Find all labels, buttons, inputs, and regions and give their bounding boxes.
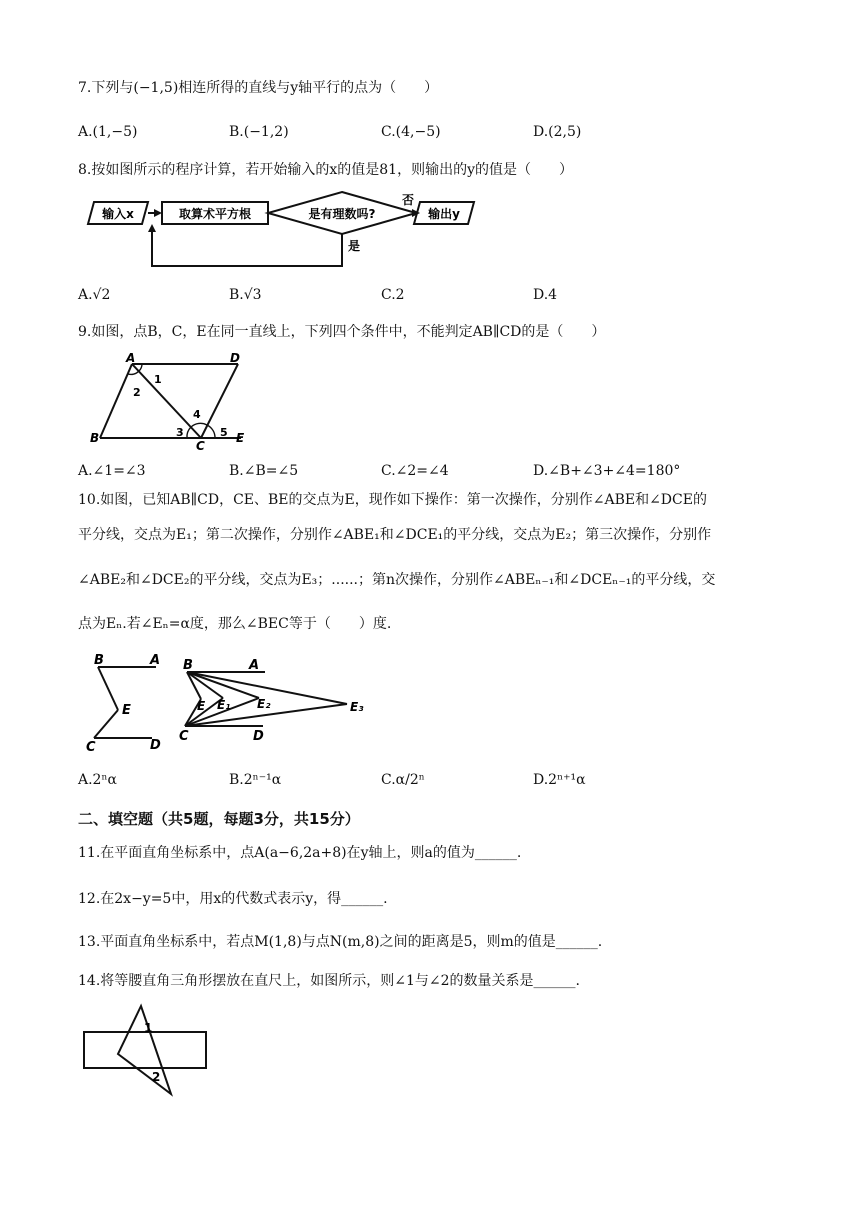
q9-option-c[interactable]: C.∠2=∠4 — [381, 463, 449, 479]
q9-point-a: A — [126, 351, 136, 365]
q10-fig2-point-e1: E₁ — [217, 698, 231, 712]
flow-no-label: 否 — [402, 193, 415, 207]
question-14: 14.将等腰直角三角形摆放在直尺上，如图所示，则∠1与∠2的数量关系是______. — [78, 973, 580, 989]
question-10-line-3: ∠ABE₂和∠DCE₂的平分线，交点为E₃；......；第n次操作，分别作∠ABEₙ₋₁和∠DCEₙ₋₁的平分线，交 — [78, 572, 716, 588]
q10-fig2-point-b: B — [183, 658, 193, 673]
q10-fig2-point-e: E — [197, 699, 206, 713]
question-12: 12.在2x−y=5中，用x的代数式表示y，得______. — [78, 891, 388, 907]
q9-point-b: B — [90, 431, 100, 445]
q10-option-c[interactable]: C.α/2ⁿ — [381, 772, 425, 788]
q7-option-a[interactable]: A.(1,−5) — [78, 124, 138, 140]
isosceles-right-triangle — [118, 1006, 171, 1094]
q9-option-b[interactable]: B.∠B=∠5 — [229, 463, 299, 479]
q9-angle-3: 3 — [176, 426, 184, 439]
question-8: 8.按如图所示的程序计算，若开始输入的x的值是81，则输出的y的值是（ ） — [78, 162, 573, 178]
q9-angle-2: 2 — [133, 386, 141, 399]
flow-yes-label: 是 — [348, 239, 361, 253]
q10-fig1-point-e: E — [122, 703, 131, 718]
q8-option-a[interactable]: A.√2 — [78, 287, 111, 303]
q9-angle-4: 4 — [193, 408, 201, 421]
question-10-line-1: 10.如图，已知AB∥CD，CE、BE的交点为E，现作如下操作：第一次操作，分别作∠ABE和∠DCE的 — [78, 492, 707, 508]
question-7: 7.下列与(−1,5)相连所得的直线与y轴平行的点为（ ） — [78, 80, 439, 96]
flow-decision-label: 是有理数吗? — [308, 207, 376, 221]
q10-fig1-point-b: B — [94, 653, 104, 668]
q8-options — [78, 287, 778, 307]
q9-point-c: C — [196, 439, 205, 450]
q14-angle-2: 2 — [152, 1070, 161, 1084]
question-10-line-4: 点为Eₙ.若∠Eₙ=α度，那么∠BEC等于（ ）度. — [78, 616, 392, 632]
flow-process-label: 取算术平方根 — [178, 207, 252, 221]
q7-options — [78, 124, 778, 144]
q10-option-a[interactable]: A.2ⁿα — [78, 772, 117, 788]
q10-fig2-point-c: C — [179, 729, 189, 744]
question-10-line-2: 平分线，交点为E₁；第二次操作，分别作∠ABE₁和∠DCE₁的平分线，交点为E₂；第三次操作，分别作 — [78, 527, 712, 543]
q9-option-a[interactable]: A.∠1=∠3 — [78, 463, 146, 479]
question-11: 11.在平面直角坐标系中，点A(a−6,2a+8)在y轴上，则a的值为______. — [78, 845, 522, 861]
q14-angle-1: 1 — [144, 1021, 153, 1035]
q7-option-d[interactable]: D.(2,5) — [533, 124, 582, 140]
section-fill-in-heading: 二、填空题（共5题，每题3分，共15分） — [78, 810, 360, 828]
q10-fig2-point-e2: E₂ — [257, 697, 271, 711]
q9-option-d[interactable]: D.∠B+∠3+∠4=180° — [533, 463, 681, 479]
q9-point-d: D — [230, 351, 240, 365]
question-9: 9.如图，点B，C，E在同一直线上，下列四个条件中，不能判定AB∥CD的是（ ） — [78, 324, 606, 340]
q8-flowchart — [86, 190, 486, 272]
q9-point-e: E — [236, 431, 245, 445]
q9-angle-5: 5 — [220, 426, 228, 439]
q9-options — [78, 463, 798, 483]
q10-fig1-point-c: C — [86, 740, 96, 755]
q9-figure — [86, 350, 266, 450]
q10-options — [78, 772, 778, 792]
q10-fig1-point-a: A — [150, 653, 161, 668]
q10-figure-1 — [82, 650, 182, 755]
q10-option-d[interactable]: D.2ⁿ⁺¹α — [533, 772, 586, 788]
q10-option-b[interactable]: B.2ⁿ⁻¹α — [229, 772, 282, 788]
q10-fig1-point-d: D — [150, 738, 161, 753]
flow-input-label: 输入x — [102, 207, 134, 221]
q8-option-b[interactable]: B.√3 — [229, 287, 262, 303]
q7-option-c[interactable]: C.(4,−5) — [381, 124, 441, 140]
q14-figure — [78, 1000, 213, 1100]
q8-option-c[interactable]: C.2 — [381, 287, 405, 303]
q10-fig2-point-e3: E₃ — [350, 700, 364, 714]
question-13: 13.平面直角坐标系中，若点M(1,8)与点N(m,8)之间的距离是5，则m的值是______. — [78, 934, 603, 950]
q10-fig2-point-a: A — [249, 658, 260, 673]
flow-output-label: 输出y — [428, 207, 460, 221]
q8-option-d[interactable]: D.4 — [533, 287, 558, 303]
q7-option-b[interactable]: B.(−1,2) — [229, 124, 289, 140]
q9-angle-1: 1 — [154, 373, 162, 386]
ruler — [84, 1032, 206, 1068]
q10-figure-2 — [175, 656, 385, 746]
q10-fig2-point-d: D — [253, 729, 264, 744]
